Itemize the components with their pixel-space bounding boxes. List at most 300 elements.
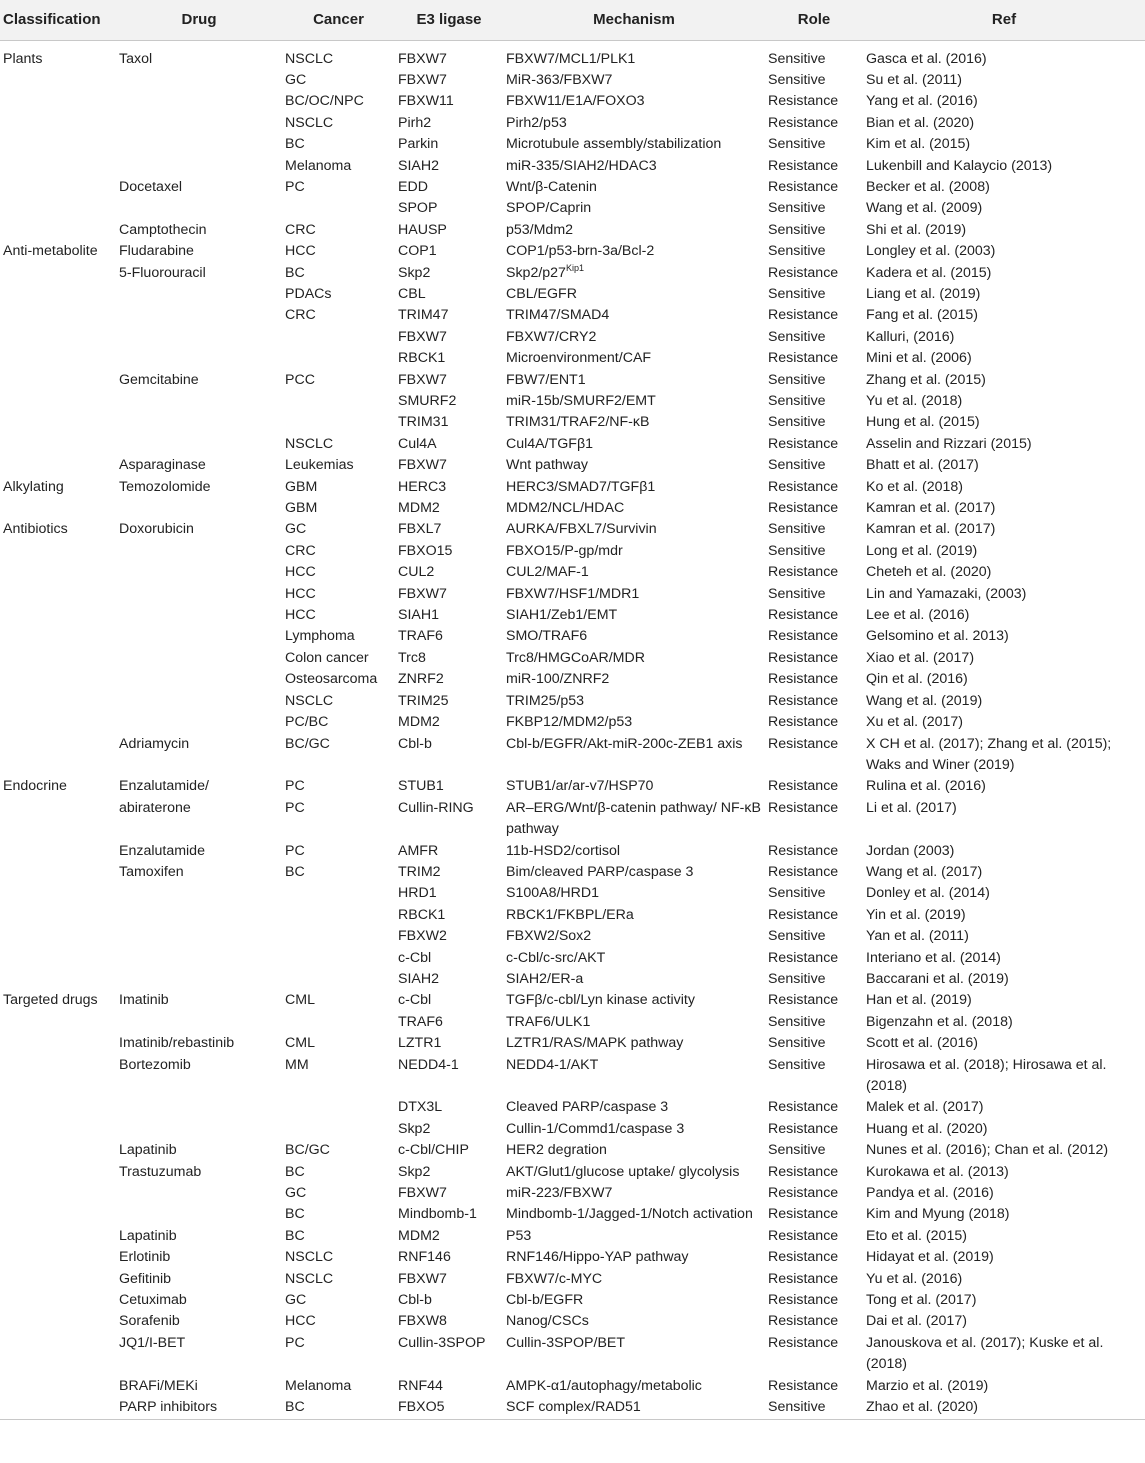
table-row (0, 177, 1145, 198)
drug-cell (116, 156, 282, 177)
drug-cell (116, 1097, 282, 1118)
role-cell: Sensitive (768, 71, 826, 88)
classification-cell (0, 605, 116, 626)
e3-ligase-cell: SIAH1 (398, 607, 440, 624)
table-row (0, 734, 1145, 777)
classification-cell (0, 862, 116, 883)
ref-cell: Bigenzahn et al. (2018) (866, 1013, 1013, 1030)
classification-cell (0, 455, 116, 476)
classification-cell (0, 1397, 116, 1419)
classification-cell (0, 220, 116, 241)
mechanism-cell: TGFβ/c-cbl/Lyn kinase activity (506, 992, 695, 1009)
drug-cell: 5-Fluorouracil (119, 264, 206, 281)
ref-cell: Kamran et al. (2017) (866, 521, 996, 538)
drug-cell (116, 1183, 282, 1204)
role-cell: Resistance (768, 93, 839, 110)
ref-cell: Asselin and Rizzari (2015) (866, 435, 1032, 452)
table-row (0, 477, 1145, 498)
ref-cell: Tong et al. (2017) (866, 1292, 977, 1309)
ref-cell: Kamran et al. (2017) (866, 500, 996, 517)
header-drug: Drug (181, 11, 217, 29)
drug-cell: Doxorubicin (119, 521, 194, 538)
table-row (0, 1055, 1145, 1098)
role-cell: Resistance (768, 500, 839, 517)
role-cell: Resistance (768, 564, 839, 581)
classification-cell (0, 177, 116, 198)
classification-cell (0, 669, 116, 690)
classification-cell (0, 1311, 116, 1332)
classification-cell (0, 541, 116, 562)
role-cell: Sensitive (768, 285, 826, 302)
table-row (0, 113, 1145, 134)
classification-cell (0, 498, 116, 519)
classification-cell (0, 626, 116, 647)
drug-cell: abiraterone (119, 799, 191, 816)
table-row (0, 370, 1145, 391)
ref-cell: Dai et al. (2017) (866, 1313, 967, 1330)
table-body (0, 40, 1145, 1419)
drug-cell (116, 1204, 282, 1225)
cancer-cell (282, 1097, 395, 1118)
mechanism-cell: MiR-363/FBXW7 (506, 71, 613, 88)
classification-cell (0, 712, 116, 733)
cancer-cell: GBM (285, 500, 318, 517)
table-row (0, 1012, 1145, 1033)
ref-cell: Yan et al. (2011) (866, 928, 969, 945)
ref-cell: Eto et al. (2015) (866, 1227, 967, 1244)
cancer-cell: PC (285, 178, 305, 195)
table-row (0, 284, 1145, 305)
drug-cell (116, 305, 282, 326)
cancer-cell: CRC (285, 542, 316, 559)
drug-cell (116, 883, 282, 904)
mechanism-cell: AR–ERG/Wnt/β-catenin pathway/ NF-κB pathway (506, 799, 761, 838)
classification-cell (0, 926, 116, 947)
table-row (0, 91, 1145, 112)
drug-cell (116, 905, 282, 926)
role-cell: Sensitive (768, 928, 826, 945)
e3-ligase-cell: FBXW7 (398, 457, 447, 474)
table-row (0, 1162, 1145, 1183)
drug-cell: Gefitinib (119, 1270, 172, 1287)
e3-ligase-cell: RNF146 (398, 1249, 451, 1266)
ref-cell: Wang et al. (2019) (866, 692, 983, 709)
ref-cell: Shi et al. (2019) (866, 221, 967, 238)
mechanism-cell: Mindbomb-1/Jagged-1/Notch activation (506, 1206, 753, 1223)
mechanism-cell: 11b-HSD2/cortisol (506, 842, 621, 859)
e3-ligase-cell: SPOP (398, 200, 438, 217)
ref-cell: Mini et al. (2006) (866, 350, 972, 367)
mechanism-cell: TRAF6/ULK1 (506, 1013, 591, 1030)
e3-ligase-cell: FBXO5 (395, 1397, 503, 1419)
cancer-cell (282, 327, 395, 348)
e3-ligase-cell: SIAH2 (398, 970, 440, 987)
header-classification: Classification (3, 11, 101, 29)
cancer-cell: PC/BC (285, 714, 329, 731)
drug-cell: JQ1/I-BET (119, 1334, 186, 1351)
mechanism-cell: c-Cbl/c-src/AKT (506, 949, 606, 966)
drug-cell: Docetaxel (119, 178, 183, 195)
e3-ligase-cell: RNF44 (398, 1377, 443, 1394)
classification-cell (0, 691, 116, 712)
classification-cell (0, 1183, 116, 1204)
e3-ligase-cell: CUL2 (398, 564, 435, 581)
ref-cell: Gelsomino et al. 2013) (866, 628, 1009, 645)
classification-cell: Antibiotics (3, 521, 68, 538)
classification-cell: Anti-metabolite (3, 243, 98, 260)
cancer-cell: PC (285, 778, 305, 795)
e3-ligase-cell: COP1 (398, 243, 437, 260)
table-row (0, 40, 1145, 70)
cancer-cell (282, 412, 395, 433)
ref-cell: Yu et al. (2018) (866, 393, 963, 409)
table-row (0, 1290, 1145, 1311)
drug-cell (116, 626, 282, 647)
e3-ligase-cell: FBXW7 (398, 585, 447, 602)
cancer-cell: BC (285, 1227, 305, 1244)
cancer-cell: PDACs (285, 285, 332, 302)
cancer-cell: Osteosarcoma (285, 671, 378, 688)
mechanism-cell: FBW7/ENT1 (506, 371, 586, 388)
role-cell: Sensitive (768, 1056, 826, 1073)
mechanism-cell: FBXW7/CRY2 (506, 328, 597, 345)
drug-cell: Asparaginase (119, 457, 206, 474)
e3-ligase-cell: c-Cbl (398, 992, 432, 1009)
table-header-row (0, 0, 1145, 40)
role-cell: Sensitive (768, 542, 826, 559)
role-cell: Sensitive (768, 50, 826, 67)
role-cell: Sensitive (765, 1397, 863, 1419)
e3-ligase-cell: HERC3 (398, 478, 447, 495)
cancer-cell: GC (285, 71, 307, 88)
mechanism-cell: RNF146/Hippo-YAP pathway (506, 1249, 689, 1266)
ref-cell: Hirosawa et al. (2018); Hirosawa et al. (2018) (866, 1056, 1107, 1094)
classification-cell (0, 734, 116, 777)
classification-cell (0, 1269, 116, 1290)
role-cell: Resistance (768, 1120, 839, 1137)
cancer-cell: GBM (285, 478, 318, 495)
table-row (0, 434, 1145, 455)
mechanism-cell: Cullin-3SPOP/BET (506, 1334, 626, 1351)
table-row (0, 691, 1145, 712)
role-cell: Resistance (768, 307, 839, 324)
mechanism-cell: TRIM47/SMAD4 (506, 307, 610, 324)
drug-cell: Enzalutamide/ (119, 778, 209, 795)
table-row (0, 1140, 1145, 1161)
mechanism-cell: Cbl-b/EGFR (506, 1292, 584, 1309)
drug-cell (116, 498, 282, 519)
mechanism-cell: CUL2/MAF-1 (506, 564, 589, 581)
e3-ligase-cell: Skp2 (398, 1120, 431, 1137)
table-row (0, 798, 1145, 841)
drug-cell (116, 969, 282, 990)
mechanism-cell: STUB1/ar/ar-v7/HSP70 (506, 778, 654, 795)
role-cell: Resistance (768, 949, 839, 966)
role-cell: Resistance (768, 992, 839, 1009)
mechanism-cell: TRIM25/p53 (506, 692, 585, 709)
classification-cell (0, 948, 116, 969)
classification-cell (0, 883, 116, 904)
mechanism-cell: Nanog/CSCs (506, 1313, 589, 1330)
drug-cell (116, 584, 282, 605)
classification-cell (0, 1033, 116, 1054)
e3-ligase-cell: LZTR1 (398, 1035, 442, 1052)
ref-cell: Han et al. (2019) (866, 992, 972, 1009)
drug-cell (116, 113, 282, 134)
ref-cell: Bhatt et al. (2017) (866, 457, 979, 474)
cancer-cell: PCC (285, 371, 315, 388)
classification-cell (0, 91, 116, 112)
table-row (0, 990, 1145, 1011)
drug-cell: Gemcitabine (119, 371, 199, 388)
e3-ligase-cell: Skp2 (398, 264, 431, 281)
mechanism-cell: CBL/EGFR (506, 285, 577, 302)
mechanism-cell: SIAH2/ER-a (506, 970, 584, 987)
mechanism-cell: miR-335/SIAH2/HDAC3 (506, 157, 657, 174)
classification-cell (0, 1376, 116, 1397)
table-row (0, 541, 1145, 562)
classification-cell (0, 198, 116, 219)
table-row (0, 926, 1145, 947)
e3-ligase-cell: AMFR (398, 842, 439, 859)
e3-ligase-cell: CBL (398, 285, 426, 302)
ref-cell: Qin et al. (2016) (866, 671, 968, 688)
e3-ligase-cell: MDM2 (398, 714, 440, 731)
drug-cell: Adriamycin (119, 735, 190, 752)
ref-cell: Lin and Yamazaki, (2003) (866, 585, 1027, 602)
e3-ligase-cell: FBXL7 (398, 521, 442, 538)
drug-cell: Temozolomide (119, 478, 211, 495)
e3-ligase-cell: Cbl-b (398, 735, 432, 752)
ref-cell: Xiao et al. (2017) (866, 649, 975, 666)
table-row (0, 1311, 1145, 1332)
role-cell: Sensitive (768, 200, 826, 217)
cancer-cell: BC (285, 1206, 305, 1223)
classification-cell: Alkylating (3, 478, 64, 495)
ref-cell: Cheteh et al. (2020) (866, 564, 992, 581)
e3-ligase-cell: FBXW7 (398, 71, 447, 88)
role-cell: Resistance (768, 671, 839, 688)
role-cell: Resistance (768, 114, 839, 131)
drug-cell: Camptothecin (119, 221, 207, 238)
cancer-cell: Leukemias (285, 457, 354, 474)
classification-cell (0, 1226, 116, 1247)
table-row (0, 776, 1145, 797)
table-row (0, 1376, 1145, 1397)
mechanism-cell: $Skp2/p27^{Kip1}$ (506, 262, 584, 281)
table-row (0, 584, 1145, 605)
mechanism-cell: S100A8/HRD1 (506, 885, 600, 902)
table-row (0, 519, 1145, 540)
cancer-cell (282, 905, 395, 926)
e3-ligase-cell: SIAH2 (398, 157, 440, 174)
table-row (0, 412, 1145, 433)
drug-cell: Erlotinib (119, 1249, 171, 1266)
e3-ligase-cell: SMURF2 (398, 393, 457, 409)
table-row (0, 455, 1145, 476)
classification-cell (0, 1162, 116, 1183)
cancer-cell: Lymphoma (285, 628, 355, 645)
role-cell: Resistance (768, 628, 839, 645)
role-cell: Resistance (768, 478, 839, 495)
classification-cell (0, 798, 116, 841)
ref-cell: Huang et al. (2020) (866, 1120, 988, 1137)
cancer-cell: NSCLC (285, 1270, 334, 1287)
drug-cell (116, 327, 282, 348)
role-cell: Resistance (768, 1270, 839, 1287)
table-row (0, 327, 1145, 348)
classification-cell (0, 434, 116, 455)
cancer-cell (282, 348, 395, 369)
role-cell: Resistance (768, 1377, 839, 1394)
role-cell: Resistance (768, 607, 839, 624)
cancer-cell (282, 926, 395, 947)
role-cell: Sensitive (768, 585, 826, 602)
e3-ligase-cell: TRIM47 (398, 307, 449, 324)
table-row (0, 1183, 1145, 1204)
e3-ligase-cell: NEDD4-1 (398, 1056, 459, 1073)
mechanism-cell: AURKA/FBXL7/Survivin (506, 521, 657, 538)
table-row (0, 241, 1145, 262)
role-cell: Resistance (768, 714, 839, 731)
ref-cell: Hung et al. (2015) (866, 414, 980, 431)
table-row (0, 498, 1145, 519)
role-cell: Resistance (768, 1313, 839, 1330)
mechanism-cell: miR-223/FBXW7 (506, 1185, 613, 1202)
ref-cell: Pandya et al. (2016) (866, 1185, 994, 1202)
ref-cell: Scott et al. (2016) (866, 1035, 978, 1052)
table-row (0, 712, 1145, 733)
ref-cell: Zhao et al. (2020) (863, 1397, 1145, 1419)
role-cell: Resistance (768, 735, 839, 752)
e3-ligase-cell: FBXW7 (398, 50, 447, 67)
cancer-cell: PC (285, 799, 305, 816)
classification-cell (0, 412, 116, 433)
drug-cell (116, 284, 282, 305)
e3-ligase-cell: RBCK1 (398, 350, 446, 367)
table-row (0, 391, 1145, 412)
e3-ligase-cell: ZNRF2 (398, 671, 444, 688)
ref-cell: Malek et al. (2017) (866, 1099, 984, 1116)
header-ref: Ref (991, 11, 1017, 29)
role-cell: Sensitive (768, 1035, 826, 1052)
drug-cell (116, 391, 282, 412)
drug-cell: Fludarabine (119, 243, 194, 260)
e3-ligase-cell: FBXW11 (398, 93, 454, 110)
drug-cell (116, 712, 282, 733)
header-role: Role (797, 11, 831, 29)
e3-ligase-cell: MDM2 (398, 500, 440, 517)
ref-cell: Rulina et al. (2016) (866, 778, 986, 795)
cancer-cell: HCC (285, 607, 316, 624)
table-row (0, 220, 1145, 241)
mechanism-cell: AMPK-α1/autophagy/metabolic (506, 1377, 702, 1394)
e3-ligase-cell: Cullin-RING (398, 799, 474, 816)
drug-cell (116, 412, 282, 433)
e3-ligase-cell: TRAF6 (398, 1013, 443, 1030)
classification-cell (0, 305, 116, 326)
ref-cell: Kim et al. (2015) (866, 136, 971, 153)
mechanism-cell: MDM2/NCL/HDAC (506, 500, 625, 517)
classification-cell (0, 1247, 116, 1268)
e3-ligase-cell: DTX3L (398, 1099, 443, 1116)
table-row (0, 305, 1145, 326)
cancer-cell: NSCLC (285, 114, 334, 131)
role-cell: Resistance (768, 842, 839, 859)
cancer-cell (282, 969, 395, 990)
mechanism-cell: NEDD4-1/AKT (506, 1056, 599, 1073)
drug-cell: Bortezomib (119, 1056, 191, 1073)
ref-cell: Yin et al. (2019) (866, 906, 966, 923)
e3-ligase-cell: FBXW8 (398, 1313, 447, 1330)
mechanism-cell: COP1/p53-brn-3a/Bcl-2 (506, 243, 655, 260)
mechanism-cell: miR-15b/SMURF2/EMT (506, 393, 656, 409)
e3-ligase-cell: Trc8 (398, 649, 426, 666)
ref-cell: Bian et al. (2020) (866, 114, 975, 131)
table-row (0, 156, 1145, 177)
ref-cell: Longley et al. (2003) (866, 243, 996, 260)
cancer-cell: BC/OC/NPC (285, 93, 364, 110)
classification-cell (0, 113, 116, 134)
classification-cell (0, 1140, 116, 1161)
mechanism-cell: Cbl-b/EGFR/Akt-miR-200c-ZEB1 axis (506, 735, 743, 752)
role-cell: Sensitive (768, 328, 826, 345)
classification-cell (0, 841, 116, 862)
e3-ligase-cell: EDD (398, 178, 428, 195)
cancer-cell: BC (285, 136, 305, 153)
mechanism-cell: SCF complex/RAD51 (503, 1397, 765, 1419)
role-cell: Sensitive (768, 393, 826, 409)
classification-cell (0, 263, 116, 284)
kip1-superscript: Kip1 (565, 262, 584, 273)
drug-cell (116, 948, 282, 969)
mechanism-cell: FBXW11/E1A/FOXO3 (506, 93, 645, 110)
table-row (0, 669, 1145, 690)
role-cell: Sensitive (768, 371, 826, 388)
e3-ligase-cell: FBXW7 (398, 1185, 447, 1202)
table-row (0, 1226, 1145, 1247)
role-cell: Sensitive (768, 1142, 826, 1159)
mechanism-cell: SMO/TRAF6 (506, 628, 588, 645)
cancer-cell: BC/GC (285, 1142, 330, 1159)
classification-cell (0, 1204, 116, 1225)
table-row (0, 1247, 1145, 1268)
e3-ligase-cell: Skp2 (398, 1163, 431, 1180)
mechanism-cell: p53/Mdm2 (506, 221, 574, 238)
cancer-cell (282, 198, 395, 219)
e3-ligase-cell: TRIM25 (398, 692, 449, 709)
ref-cell: Long et al. (2019) (866, 542, 978, 559)
role-cell: Sensitive (768, 1013, 826, 1030)
table-row (0, 841, 1145, 862)
cancer-cell: Colon cancer (285, 649, 369, 666)
cancer-cell (282, 883, 395, 904)
cancer-cell: GC (285, 1185, 307, 1202)
role-cell: Resistance (768, 157, 839, 174)
drug-cell (116, 91, 282, 112)
cancer-cell: HCC (285, 585, 316, 602)
mechanism-cell: AKT/Glut1/glucose uptake/ glycolysis (506, 1163, 740, 1180)
e3-ligase-cell: STUB1 (398, 778, 444, 795)
cancer-cell: NSCLC (285, 692, 334, 709)
cancer-cell (282, 1012, 395, 1033)
cancer-cell: GC (285, 1292, 307, 1309)
drug-cell: Lapatinib (119, 1142, 177, 1159)
mechanism-cell: RBCK1/FKBPL/ERa (506, 906, 634, 923)
role-cell: Resistance (768, 350, 839, 367)
drug-cell (116, 648, 282, 669)
drug-cell (116, 605, 282, 626)
